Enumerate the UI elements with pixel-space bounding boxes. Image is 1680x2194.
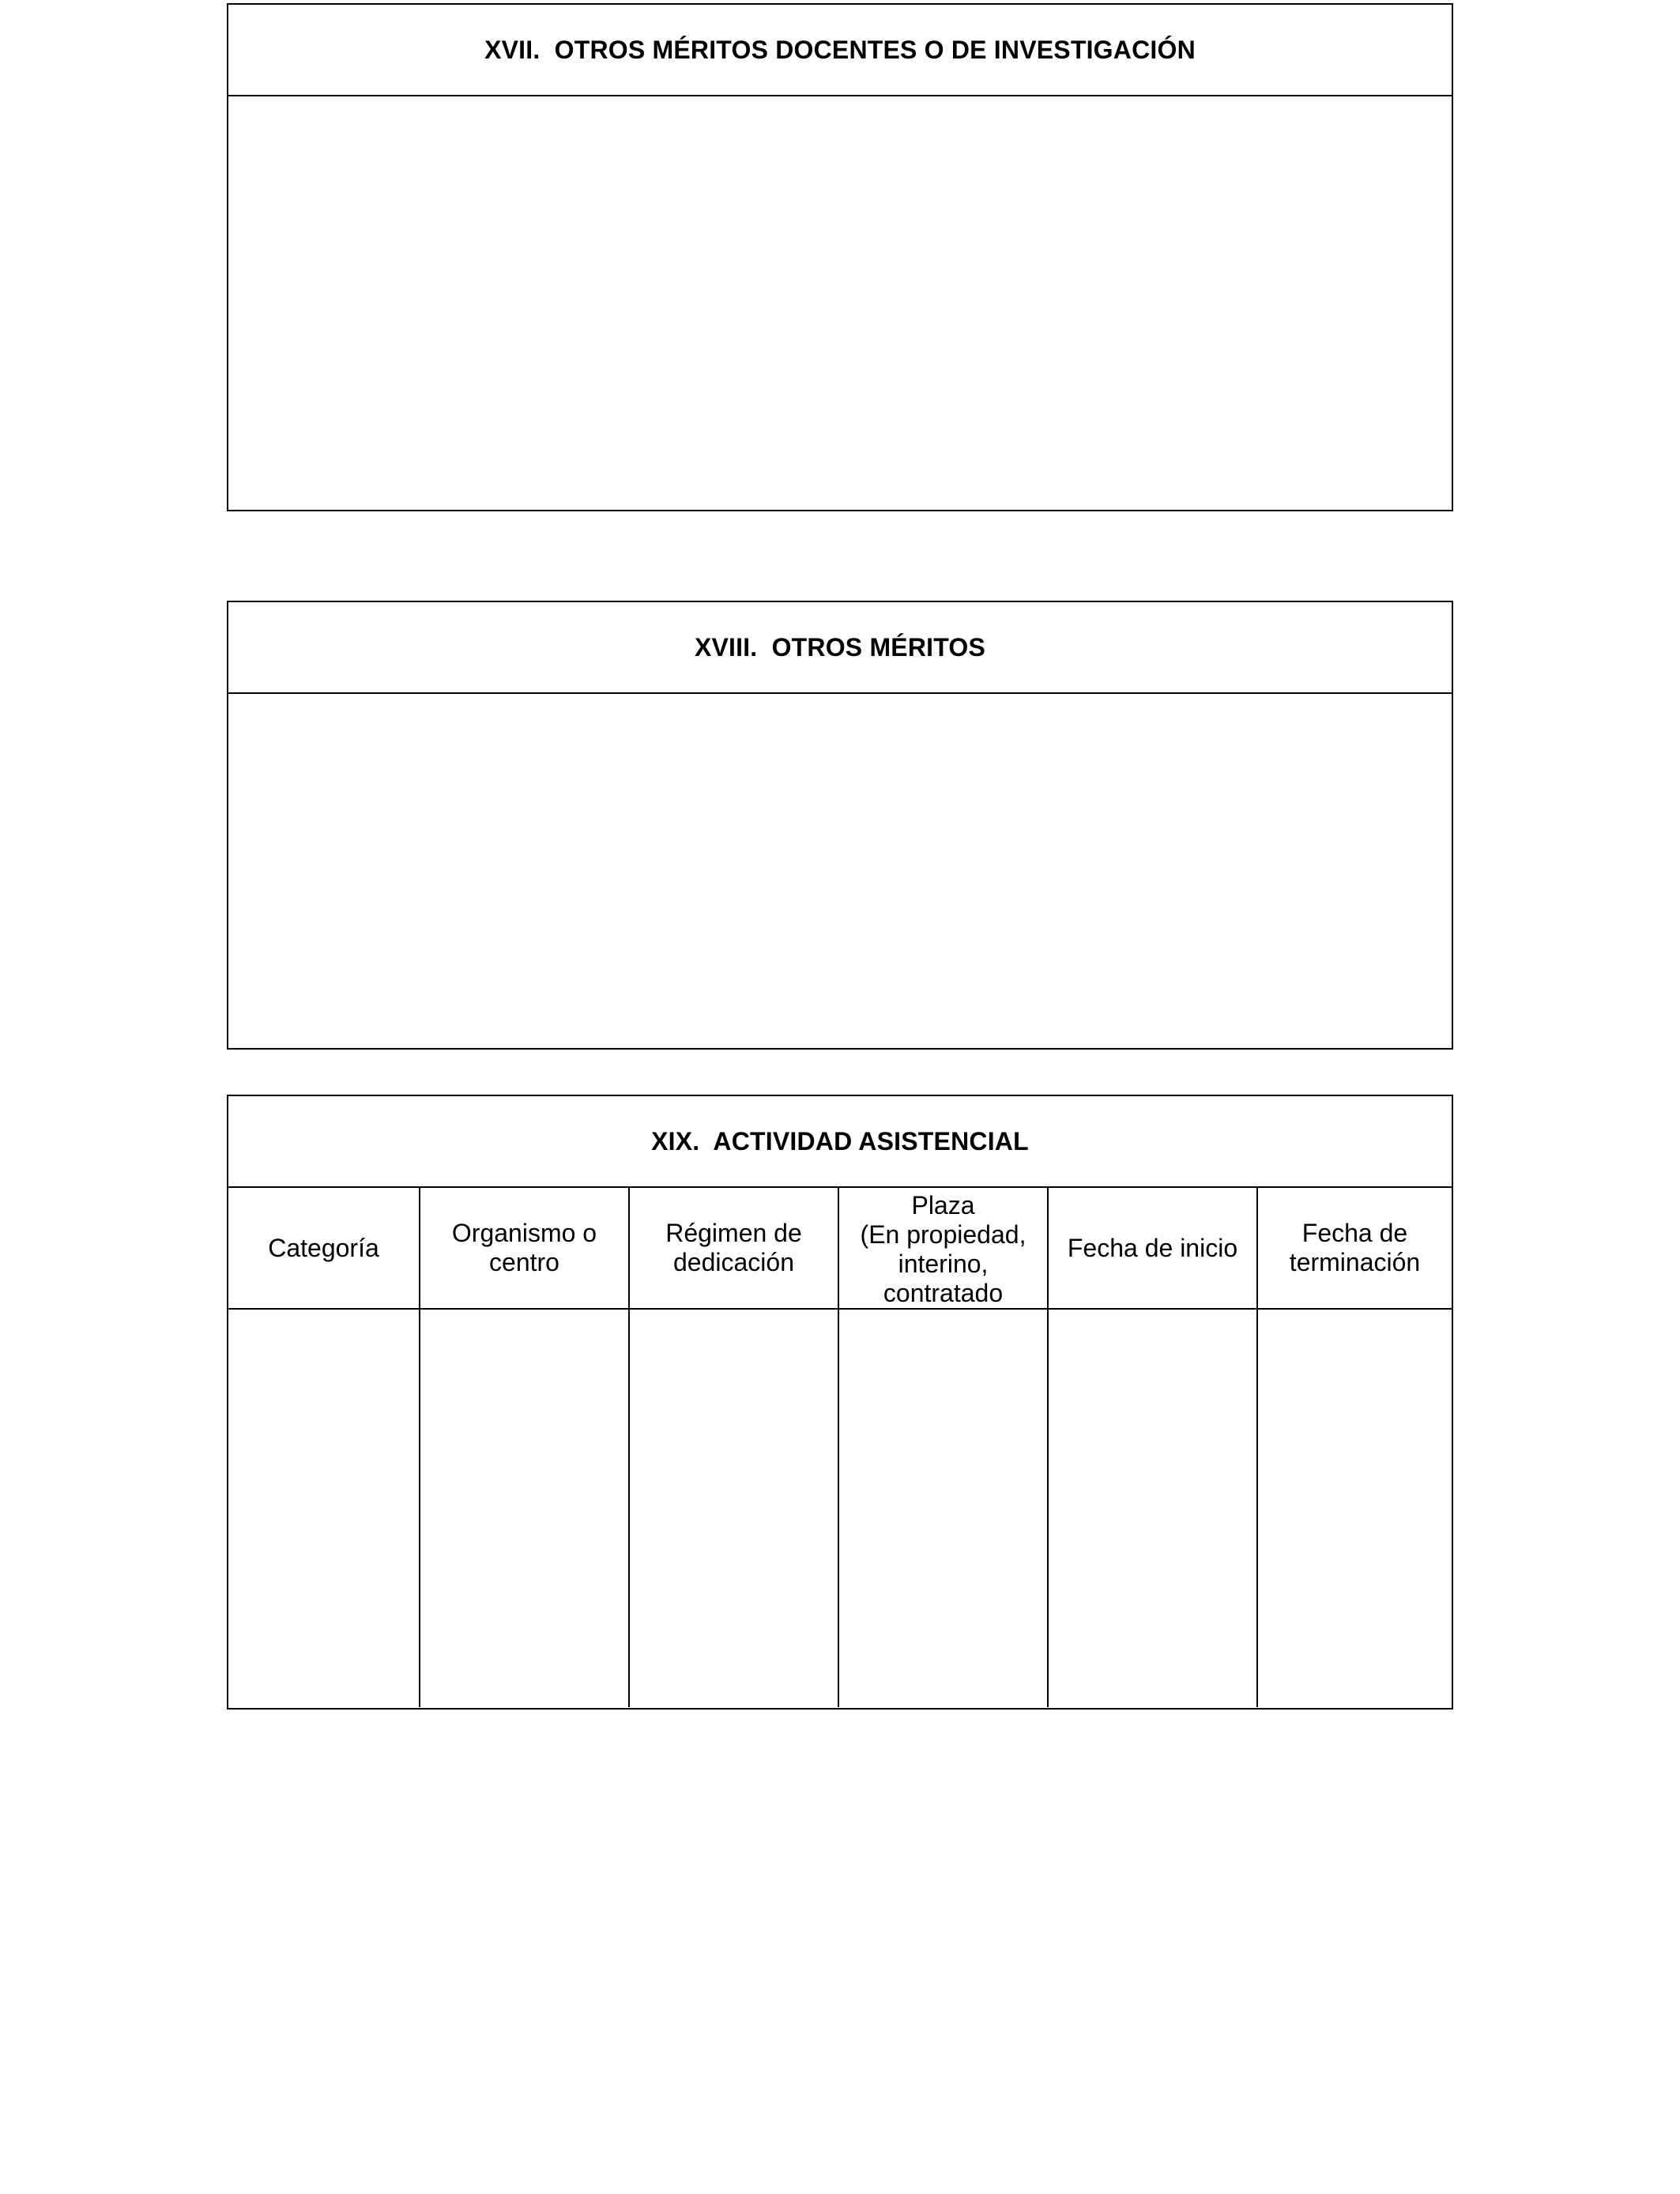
table-row [228,1309,1452,1707]
section-otros-meritos [227,601,1453,1050]
column-header-organismo: Organismo o centro [420,1188,629,1309]
cell-categoria [228,1309,420,1707]
table-header-row [228,1188,1452,1309]
cell-regimen [629,1309,838,1707]
cell-plaza [838,1309,1048,1707]
cell-organismo [420,1309,629,1707]
column-header-regimen: Régimen de dedicación [629,1188,838,1309]
section-title: XVII. OTROS MÉRITOS DOCENTES O DE INVESTIGACIÓN [228,5,1452,96]
column-header-fecha-inicio: Fecha de inicio [1048,1188,1257,1309]
section-title: XVIII. OTROS MÉRITOS [228,602,1452,694]
column-header-plaza: Plaza (En propiedad, interino, contratado [838,1188,1048,1309]
cell-fecha-terminacion [1257,1309,1452,1707]
section-title: XIX. ACTIVIDAD ASISTENCIAL [228,1096,1452,1188]
section-actividad-asistencial [227,1095,1453,1710]
section-otros-meritos-docentes [227,3,1453,511]
actividad-asistencial-table [228,1188,1452,1707]
column-header-fecha-terminacion: Fecha de terminación [1257,1188,1452,1309]
cell-fecha-inicio [1048,1309,1257,1707]
column-header-categoria: Categoría [228,1188,420,1309]
